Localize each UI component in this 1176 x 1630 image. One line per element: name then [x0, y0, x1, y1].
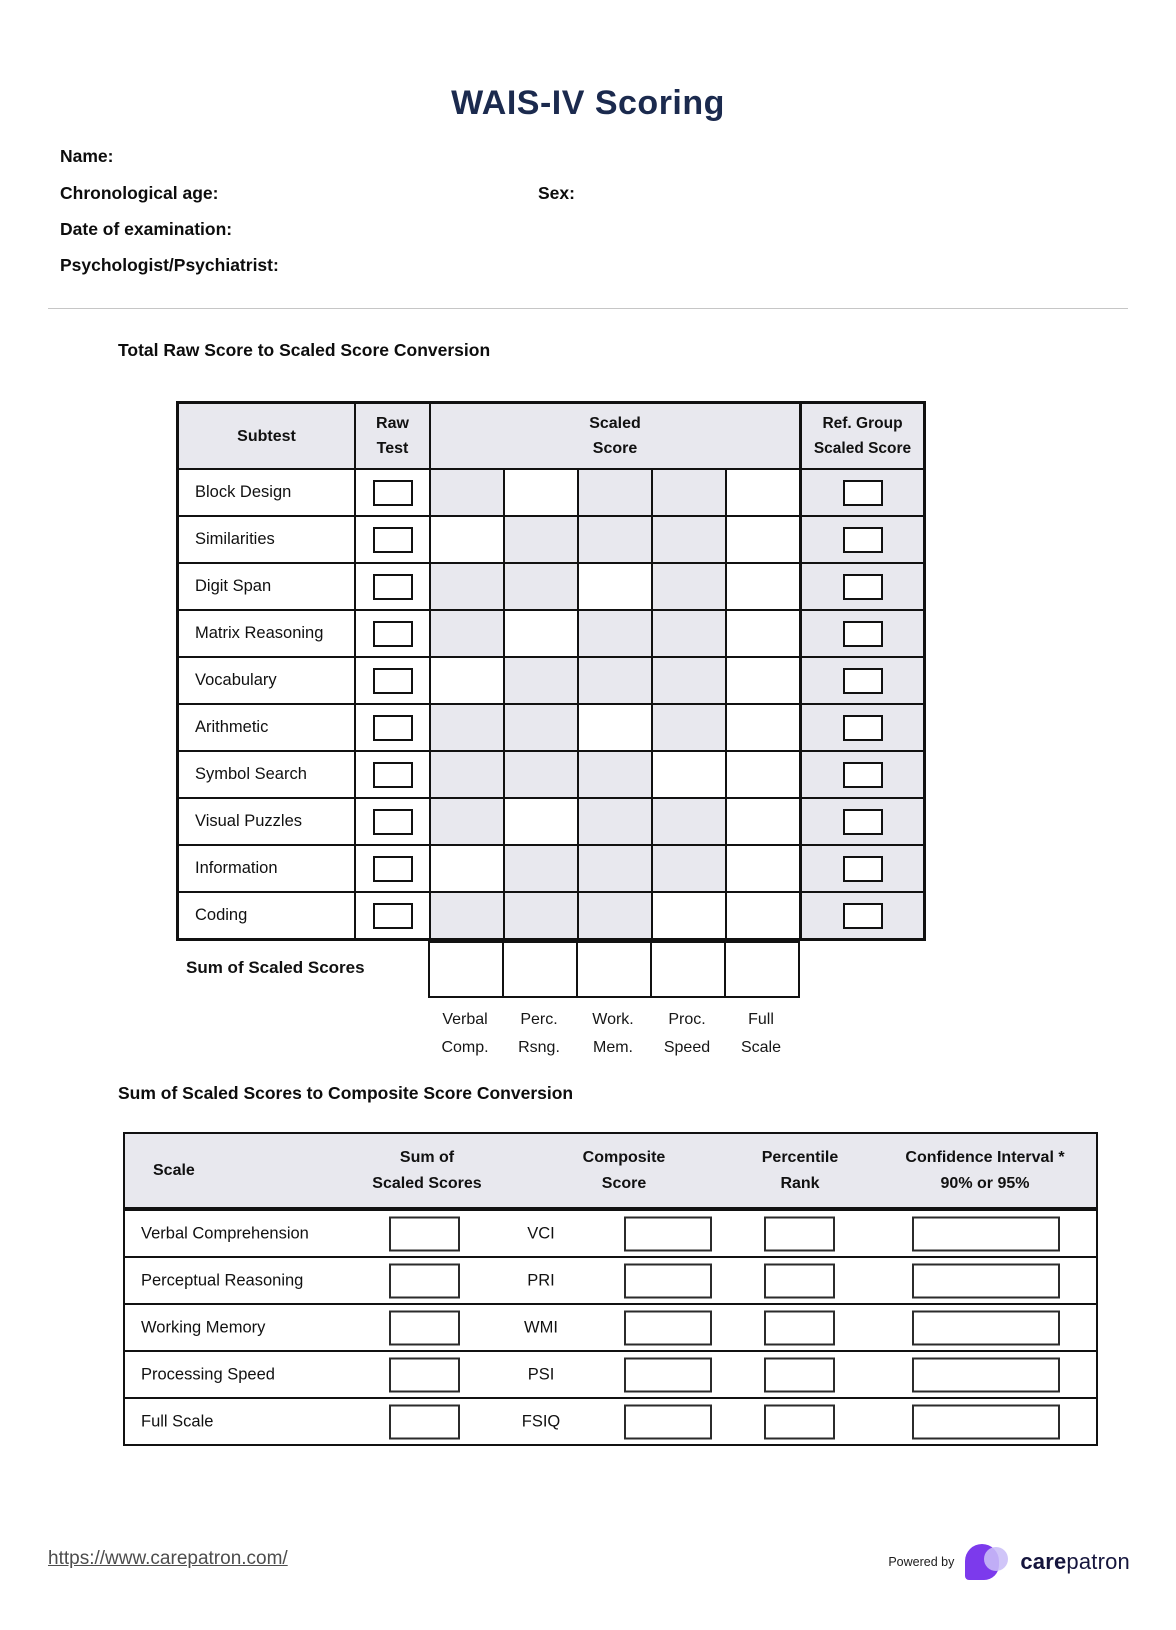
chronological-age-field-label: Chronological age: [60, 183, 219, 203]
scaled-score-entry-cell[interactable] [503, 609, 577, 656]
scaled-score-blocked-cell [429, 750, 503, 797]
scaled-score-blocked-cell [429, 609, 503, 656]
raw-score-input-box[interactable] [373, 809, 413, 835]
percentile-rank-input-box[interactable] [764, 1263, 835, 1298]
section-sum-to-composite-heading: Sum of Scaled Scores to Composite Score Conversion [118, 1083, 574, 1103]
scaled-score-entry-cell[interactable] [651, 750, 725, 797]
subtest-column-header: Subtest [179, 404, 354, 468]
composite-score-input-box[interactable] [624, 1263, 712, 1298]
scaled-score-blocked-cell [429, 468, 503, 515]
index-label: Work. Mem. [592, 1011, 634, 1056]
scaled-score-blocked-cell [577, 656, 651, 703]
composite-table-row [125, 1209, 1096, 1256]
raw-score-input-box[interactable] [373, 903, 413, 929]
index-abbreviation: FSIQ [521, 1412, 561, 1430]
raw-score-cell [354, 562, 429, 609]
ref-group-score-cell [799, 750, 923, 797]
scaled-score-entry-cell[interactable] [725, 468, 799, 515]
raw-score-input-box[interactable] [373, 856, 413, 882]
scaled-score-entry-cell[interactable] [725, 750, 799, 797]
psychologist-field-label: Psychologist/Psychiatrist: [60, 255, 279, 275]
scaled-score-entry-cell[interactable] [503, 797, 577, 844]
raw-score-cell [354, 656, 429, 703]
carepatron-logo-icon [965, 1540, 1009, 1584]
sum-scaled-scores-input-box[interactable] [389, 1216, 460, 1251]
header-divider [48, 308, 1128, 309]
raw-score-input-box[interactable] [373, 668, 413, 694]
scaled-score-entry-cell[interactable] [429, 844, 503, 891]
subtest-name: Coding [179, 891, 354, 938]
page-title: WAIS-IV Scoring [451, 84, 725, 122]
percentile-header-line1: Percentile [761, 1148, 839, 1166]
ref-group-score-input-box[interactable] [843, 574, 883, 600]
scaled-score-entry-cell[interactable] [503, 468, 577, 515]
scale-name: Processing Speed [141, 1365, 275, 1383]
ref-group-score-cell [799, 703, 923, 750]
composite-table-row [125, 1256, 1096, 1303]
scaled-score-blocked-cell [429, 562, 503, 609]
carepatron-wordmark [1020, 1549, 1130, 1575]
raw-score-cell [354, 891, 429, 938]
subtest-name: Vocabulary [179, 656, 354, 703]
raw-score-input-box[interactable] [373, 480, 413, 506]
scaled-score-blocked-cell [577, 468, 651, 515]
composite-table-row [125, 1397, 1096, 1444]
ref-group-score-cell [799, 844, 923, 891]
confidence-interval-input-box[interactable] [912, 1404, 1060, 1439]
composite-score-input-box[interactable] [624, 1216, 712, 1251]
raw-test-header-line1: Raw [376, 415, 409, 432]
confidence-interval-input-box[interactable] [912, 1310, 1060, 1345]
scaled-score-blocked-cell [577, 797, 651, 844]
composite-table-header-row [125, 1134, 1096, 1209]
percentile-rank-input-box[interactable] [764, 1216, 835, 1251]
sum-header-line1: Sum of [399, 1148, 455, 1166]
ref-group-score-input-box[interactable] [843, 527, 883, 553]
confidence-interval-input-box[interactable] [912, 1263, 1060, 1298]
scaled-score-blocked-cell [651, 609, 725, 656]
scaled-score-blocked-cell [503, 844, 577, 891]
scaled-score-blocked-cell [651, 656, 725, 703]
scaled-score-blocked-cell [429, 797, 503, 844]
composite-score-input-box[interactable] [624, 1357, 712, 1392]
scaled-score-blocked-cell [577, 891, 651, 938]
carepatron-wordmark-care: care [1020, 1549, 1067, 1574]
subtest-name: Information [179, 844, 354, 891]
carepatron-wordmark-patron: patron [1066, 1549, 1130, 1574]
sum-of-scaled-scores-input-box[interactable] [576, 941, 652, 998]
raw-score-cell [354, 844, 429, 891]
ref-group-header-line1: Ref. Group [822, 415, 903, 432]
index-abbreviation: VCI [527, 1224, 555, 1242]
scale-name: Full Scale [141, 1412, 214, 1430]
sum-scaled-scores-input-box[interactable] [389, 1404, 460, 1439]
scaled-score-blocked-cell [577, 515, 651, 562]
raw-score-input-box[interactable] [373, 574, 413, 600]
raw-score-input-box[interactable] [373, 527, 413, 553]
raw-test-column-header [354, 404, 429, 468]
sum-of-scaled-scores-input-box[interactable] [428, 941, 504, 998]
scaled-score-blocked-cell [651, 844, 725, 891]
composite-score-input-box[interactable] [624, 1404, 712, 1439]
raw-score-input-box[interactable] [373, 715, 413, 741]
scaled-score-entry-cell[interactable] [725, 609, 799, 656]
scaled-score-blocked-cell [429, 703, 503, 750]
sum-scaled-scores-input-box[interactable] [389, 1310, 460, 1345]
confidence-interval-column-header [845, 1145, 1125, 1197]
percentile-rank-input-box[interactable] [764, 1310, 835, 1345]
ref-group-score-input-box[interactable] [843, 856, 883, 882]
percentile-rank-input-box[interactable] [764, 1404, 835, 1439]
date-of-examination-field-label: Date of examination: [60, 219, 233, 239]
sum-scaled-scores-input-box[interactable] [389, 1263, 460, 1298]
raw-score-input-box[interactable] [373, 621, 413, 647]
percentile-rank-input-box[interactable] [764, 1357, 835, 1392]
section-raw-to-scaled-heading: Total Raw Score to Scaled Score Conversion [118, 340, 491, 360]
sum-of-scaled-scores-label: Sum of Scaled Scores [186, 958, 365, 977]
scaled-score-entry-cell[interactable] [725, 891, 799, 938]
scaled-score-entry-cell[interactable] [725, 844, 799, 891]
sum-of-scaled-scores-row [428, 941, 800, 998]
scaled-score-entry-cell[interactable] [725, 515, 799, 562]
raw-score-cell [354, 703, 429, 750]
scaled-score-entry-cell[interactable] [725, 797, 799, 844]
scaled-score-blocked-cell [651, 562, 725, 609]
subtest-name: Arithmetic [179, 703, 354, 750]
raw-score-cell [354, 797, 429, 844]
scaled-score-entry-cell[interactable] [725, 703, 799, 750]
sum-header-line2: Scaled Scores [372, 1174, 482, 1192]
scaled-score-blocked-cell [429, 891, 503, 938]
name-field-label: Name: [60, 146, 114, 166]
raw-score-input-box[interactable] [373, 762, 413, 788]
scaled-score-blocked-cell [651, 797, 725, 844]
ref-group-column-header [799, 404, 923, 468]
scaled-score-blocked-cell [577, 609, 651, 656]
raw-test-header-line2: Test [376, 440, 409, 457]
ref-group-score-input-box[interactable] [843, 903, 883, 929]
raw-to-scaled-table [176, 401, 926, 941]
scaled-score-blocked-cell [503, 703, 577, 750]
scaled-score-header-line1: Scaled [589, 415, 641, 432]
carepatron-url-link[interactable]: https://www.carepatron.com/ [48, 1548, 288, 1569]
sum-of-scaled-scores-input-box[interactable] [650, 941, 726, 998]
scale-name: Working Memory [141, 1318, 266, 1336]
scaled-score-entry-cell[interactable] [429, 656, 503, 703]
scaled-score-entry-cell[interactable] [725, 656, 799, 703]
subtest-name: Symbol Search [179, 750, 354, 797]
index-label: Verbal Comp. [441, 1011, 489, 1056]
subtest-name: Block Design [179, 468, 354, 515]
composite-table-row [125, 1303, 1096, 1350]
index-column-labels [428, 1006, 798, 1062]
raw-score-cell [354, 515, 429, 562]
index-label: Perc. Rsng. [518, 1011, 560, 1056]
ref-group-score-cell [799, 656, 923, 703]
ref-group-score-cell [799, 609, 923, 656]
index-abbreviation: WMI [524, 1318, 558, 1336]
raw-score-cell [354, 468, 429, 515]
ref-group-header-line2: Scaled Score [813, 440, 912, 457]
confidence-header-line2: 90% or 95% [940, 1174, 1030, 1192]
ref-group-score-cell [799, 515, 923, 562]
powered-by-label: Powered by [888, 1555, 955, 1569]
powered-by-carepatron-brand [888, 1540, 1130, 1584]
scaled-score-entry-cell[interactable] [725, 562, 799, 609]
confidence-interval-input-box[interactable] [912, 1216, 1060, 1251]
subtest-name: Visual Puzzles [179, 797, 354, 844]
sum-of-scaled-scores-input-box[interactable] [502, 941, 578, 998]
scaled-score-blocked-cell [651, 703, 725, 750]
scaled-score-blocked-cell [503, 656, 577, 703]
raw-score-cell [354, 609, 429, 656]
composite-score-input-box[interactable] [624, 1310, 712, 1345]
scaled-score-entry-cell[interactable] [429, 515, 503, 562]
index-abbreviation: PRI [527, 1271, 555, 1289]
scaled-score-blocked-cell [503, 562, 577, 609]
composite-table-row [125, 1350, 1096, 1397]
ref-group-score-cell [799, 797, 923, 844]
subtest-name: Similarities [179, 515, 354, 562]
sum-of-scaled-scores-input-box[interactable] [724, 941, 800, 998]
subtest-name: Matrix Reasoning [179, 609, 354, 656]
scale-name: Perceptual Reasoning [141, 1271, 304, 1289]
scale-name: Verbal Comprehension [141, 1224, 309, 1242]
scale-column-header: Scale [153, 1161, 195, 1179]
ref-group-score-cell [799, 891, 923, 938]
ref-group-score-cell [799, 468, 923, 515]
index-label: Full Scale [740, 1011, 782, 1056]
sum-scaled-scores-input-box[interactable] [389, 1357, 460, 1392]
scaled-score-header-line2: Score [592, 440, 638, 457]
ref-group-score-input-box[interactable] [843, 621, 883, 647]
scaled-score-blocked-cell [503, 750, 577, 797]
percentile-header-line2: Rank [780, 1174, 820, 1192]
subtest-name: Digit Span [179, 562, 354, 609]
ref-group-score-cell [799, 562, 923, 609]
scaled-score-blocked-cell [577, 750, 651, 797]
composite-header-line1: Composite [582, 1148, 666, 1166]
confidence-interval-input-box[interactable] [912, 1357, 1060, 1392]
index-abbreviation: PSI [527, 1365, 555, 1383]
ref-group-score-input-box[interactable] [843, 480, 883, 506]
raw-score-cell [354, 750, 429, 797]
composite-header-line2: Score [601, 1174, 647, 1192]
confidence-header-line1: Confidence Interval * [905, 1148, 1065, 1166]
index-label: Proc. Speed [663, 1011, 711, 1056]
scaled-score-blocked-cell [577, 844, 651, 891]
scaled-score-blocked-cell [651, 515, 725, 562]
scaled-score-blocked-cell [503, 515, 577, 562]
ref-group-score-input-box[interactable] [843, 715, 883, 741]
scaled-score-column-header [429, 404, 799, 468]
ref-group-score-input-box[interactable] [843, 809, 883, 835]
carepatron-logo-circle [984, 1547, 1008, 1571]
scaled-score-entry-cell[interactable] [577, 703, 651, 750]
scaled-score-entry-cell[interactable] [577, 562, 651, 609]
scaled-score-blocked-cell [503, 891, 577, 938]
ref-group-score-input-box[interactable] [843, 762, 883, 788]
scaled-score-blocked-cell [651, 468, 725, 515]
sex-field-label: Sex: [538, 183, 575, 203]
composite-score-table [123, 1132, 1098, 1446]
scaled-score-entry-cell[interactable] [651, 891, 725, 938]
ref-group-score-input-box[interactable] [843, 668, 883, 694]
